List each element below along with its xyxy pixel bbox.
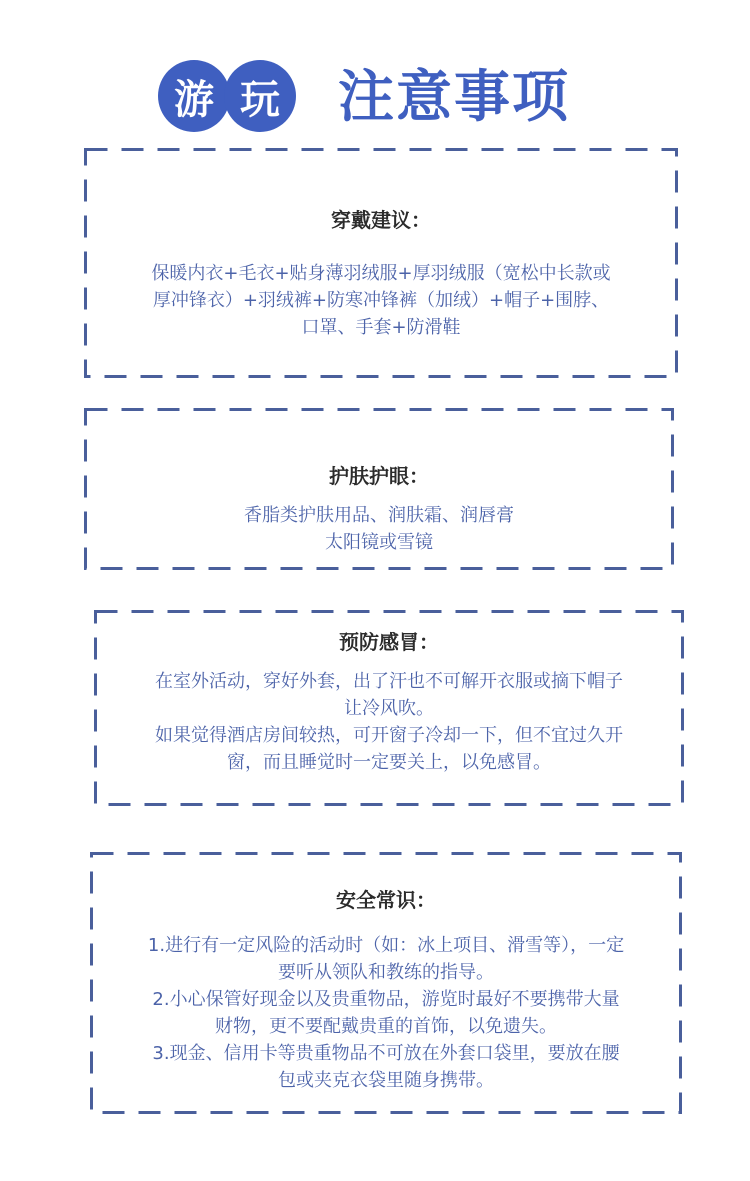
body-line: 财物，更不要配戴贵重的首饰，以免遗失。 xyxy=(215,1016,557,1037)
section-title: 穿戴建议： xyxy=(331,208,431,232)
body-line: 1.进行有一定风险的活动时（如：冰上项目、滑雪等），一定 xyxy=(147,935,625,956)
body-line: 窗，而且睡觉时一定要关上，以免感冒。 xyxy=(227,752,551,773)
section-title: 预防感冒： xyxy=(339,630,439,654)
body-line: 要听从领队和教练的指导。 xyxy=(278,962,494,983)
section-safety xyxy=(90,852,682,1114)
page-header xyxy=(150,52,610,132)
body-line: 厚冲锋衣）+羽绒裤+防寒冲锋裤（加绒）+帽子+围脖、 xyxy=(152,290,610,311)
section-body xyxy=(100,932,672,1094)
section-body xyxy=(114,668,664,776)
body-line: 包或夹克衣袋里随身携带。 xyxy=(278,1070,494,1091)
body-line: 保暖内衣+毛衣+贴身薄羽绒服+厚羽绒服（宽松中长款或 xyxy=(151,263,611,284)
section-body xyxy=(104,502,654,556)
body-line: 香脂类护肤用品、润肤霜、润唇膏 xyxy=(244,505,514,526)
body-line: 3.现金、信用卡等贵重物品不可放在外套口袋里，要放在腰 xyxy=(152,1043,620,1064)
body-line: 2.小心保管好现金以及贵重物品，游览时最好不要携带大量 xyxy=(152,989,620,1010)
body-line: 口罩、手套+防滑鞋 xyxy=(301,317,461,338)
body-line: 让冷风吹。 xyxy=(344,698,434,719)
body-line: 如果觉得酒店房间较热，可开窗子冷却一下，但不宜过久开 xyxy=(155,725,623,746)
section-skincare xyxy=(84,408,674,570)
title-badge-2: 玩 xyxy=(224,60,296,132)
body-line: 在室外活动，穿好外套，出了汗也不可解开衣服或摘下帽子 xyxy=(155,671,623,692)
section-body xyxy=(104,260,658,341)
section-title: 安全常识： xyxy=(336,888,436,912)
section-cold-prevention xyxy=(94,610,684,806)
section-clothing xyxy=(84,148,678,378)
section-title: 护肤护眼： xyxy=(329,464,429,488)
title-badge-1: 游 xyxy=(158,60,230,132)
body-line: 太阳镜或雪镜 xyxy=(325,532,433,553)
page-title: 注意事项 xyxy=(338,65,570,130)
